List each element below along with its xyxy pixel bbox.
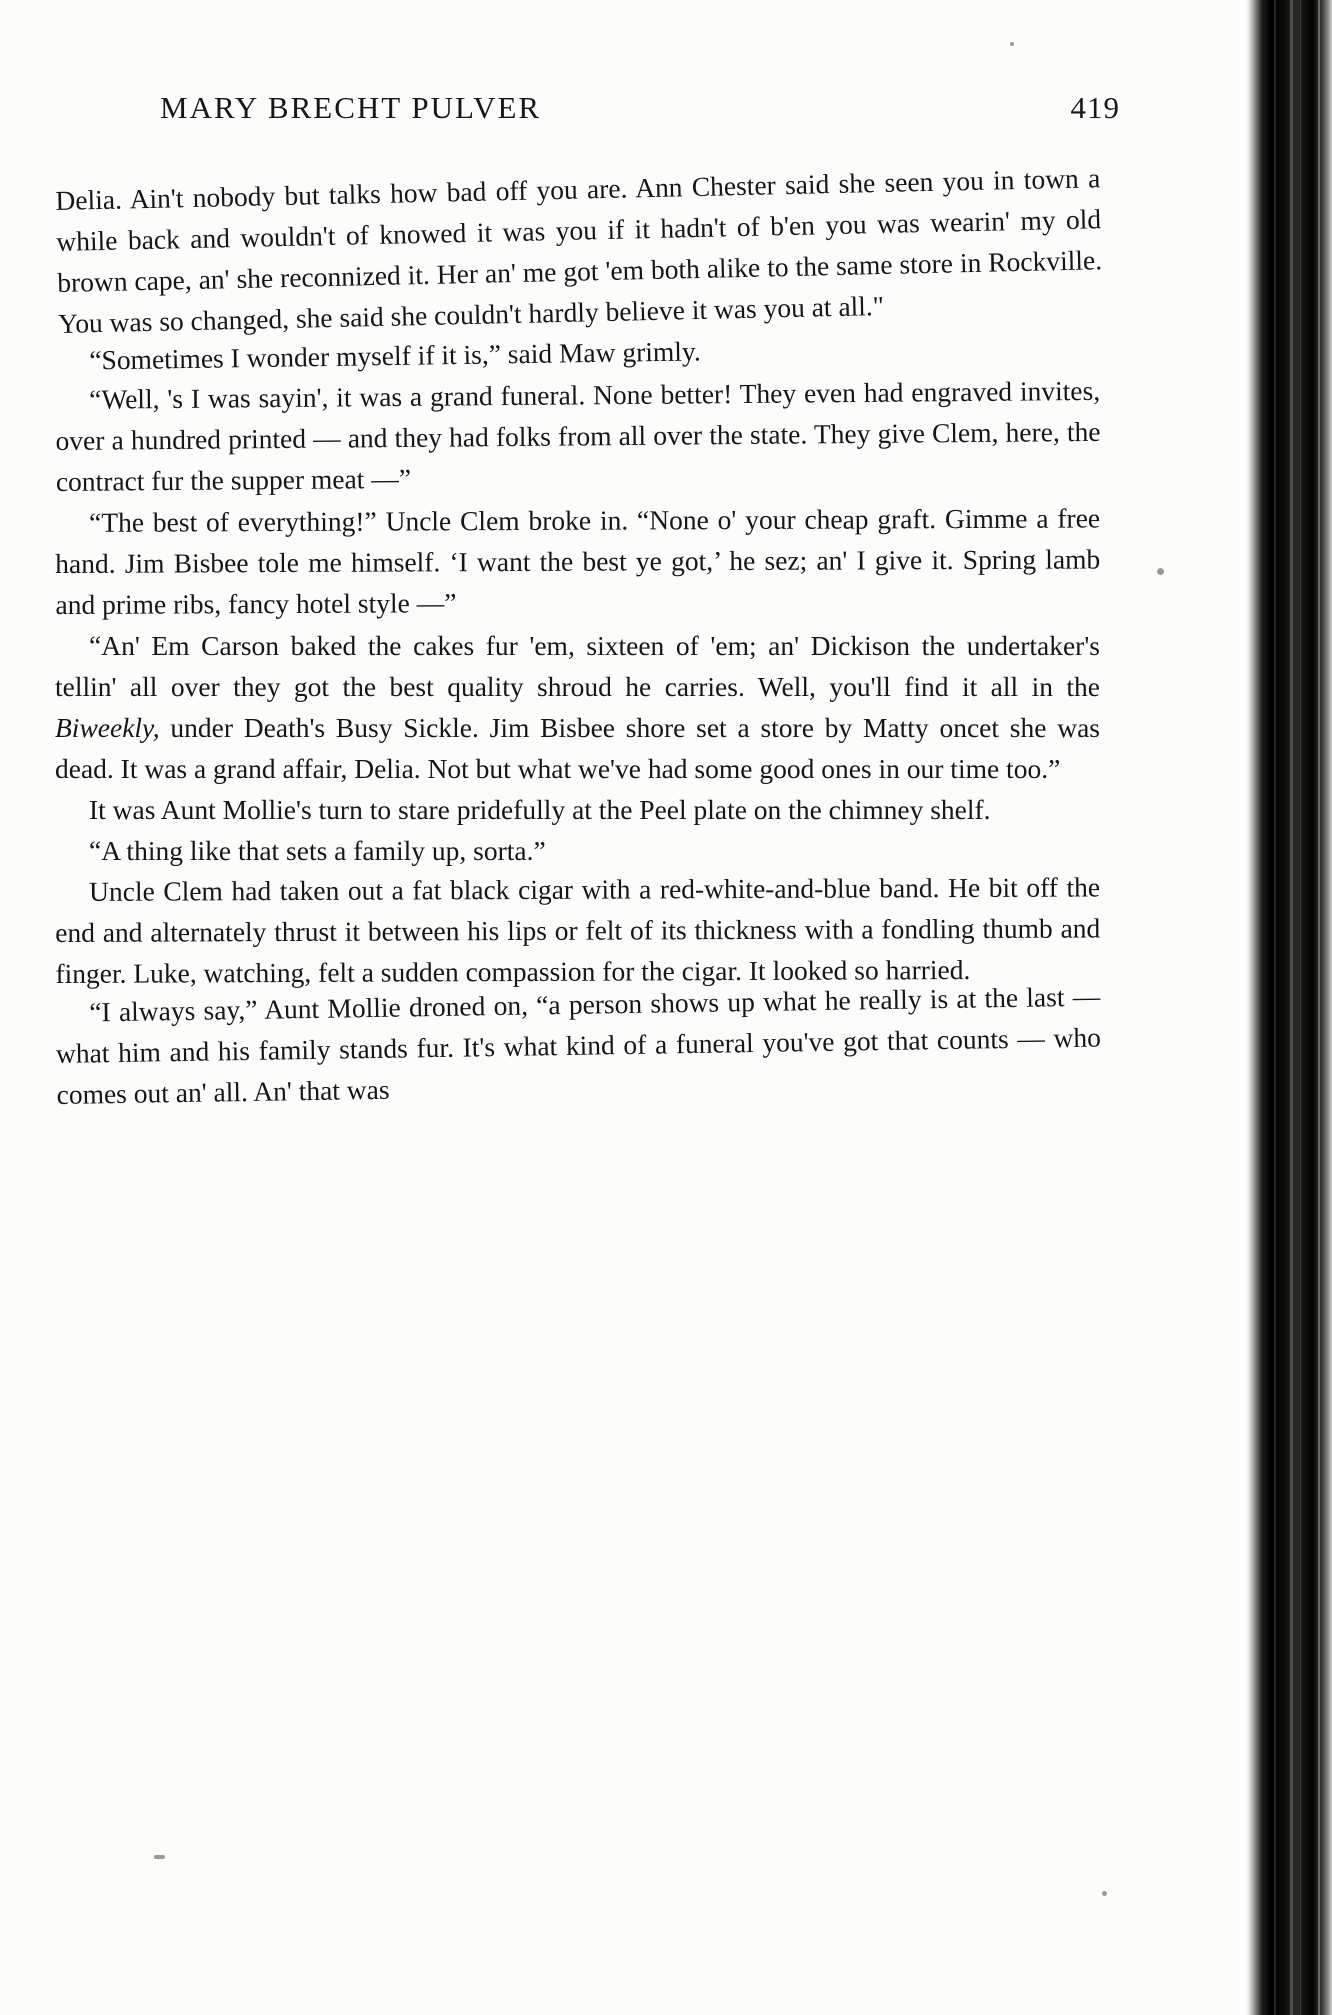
paragraph: “A thing like that sets a family up, sorta.” [89, 835, 546, 866]
book-gutter-shadow [1240, 0, 1332, 2015]
scan-speck [1102, 1891, 1107, 1896]
paragraph: “The best of everything!” Uncle Clem broke in. “None o' your cheap graft. Gimme a free hand. Jim Bisbee tole me himself. ‘I want the best ye got,’ he sez; an' I give it. Spring lamb and prime ribs, fancy hotel style —” [55, 502, 1101, 620]
paragraph-part: under Death's Busy Sickle. Jim Bisbee shore set a store by Matty oncet she was dead. It was a grand affair, Delia. Not but what we've had some good ones in our time too.” [55, 712, 1100, 784]
paragraph: “I always say,” Aunt Mollie droned on, “a person shows up what he really is at the last — what him and his family stands fur. It's what kind of a funeral you've got that counts — who comes out an' all. An' that was [55, 980, 1102, 1110]
paragraph: Delia. Ain't nobody but talks how bad off you are. Ann Chester said she seen you in town a while back and wouldn't of knowed it was you if it hadn't of b'en you was wearin' my old brown cape, an' she reconnized it. Her an' me got 'em both alike to the same store in Rockville. You was so changed, she said she couldn't hardly believe it was you at all." [55, 162, 1103, 339]
paragraph-part: “An' Em Carson baked the cakes fur 'em, sixteen of 'em; an' Dickison the undertaker's tellin' all over they got the best quality shroud he carries. Well, you'll find it all in the [55, 630, 1100, 702]
page-number: 419 [1070, 90, 1120, 125]
scan-speck [1157, 568, 1164, 575]
running-head: MARY BRECHT PULVER [160, 90, 542, 125]
italic-title: Biweekly, [55, 712, 160, 743]
body-text [55, 162, 1103, 1115]
paragraph: Uncle Clem had taken out a fat black cigar with a red-white-and-blue band. He bit off the end and alternately thrust it between his lips or felt of its thickness with a fondling thumb and finger. Luke, watching, felt a sudden compassion for the cigar. It looked so harried. [55, 871, 1101, 989]
scan-speck [1010, 42, 1014, 46]
scan-speck [154, 1855, 165, 1859]
paragraph [55, 625, 1100, 789]
paragraph: “Well, 's I was sayin', it was a grand funeral. None better! They even had engraved invites, over a hundred printed — and they had folks from all over the state. They give Clem, here, the contract fur the supper meat —” [55, 374, 1101, 497]
paragraph: “Sometimes I wonder myself if it is,” said Maw grimly. [89, 335, 701, 376]
page-header [160, 90, 1120, 126]
paragraph: It was Aunt Mollie's turn to stare pridefully at the Peel plate on the chimney shelf. [89, 794, 991, 825]
